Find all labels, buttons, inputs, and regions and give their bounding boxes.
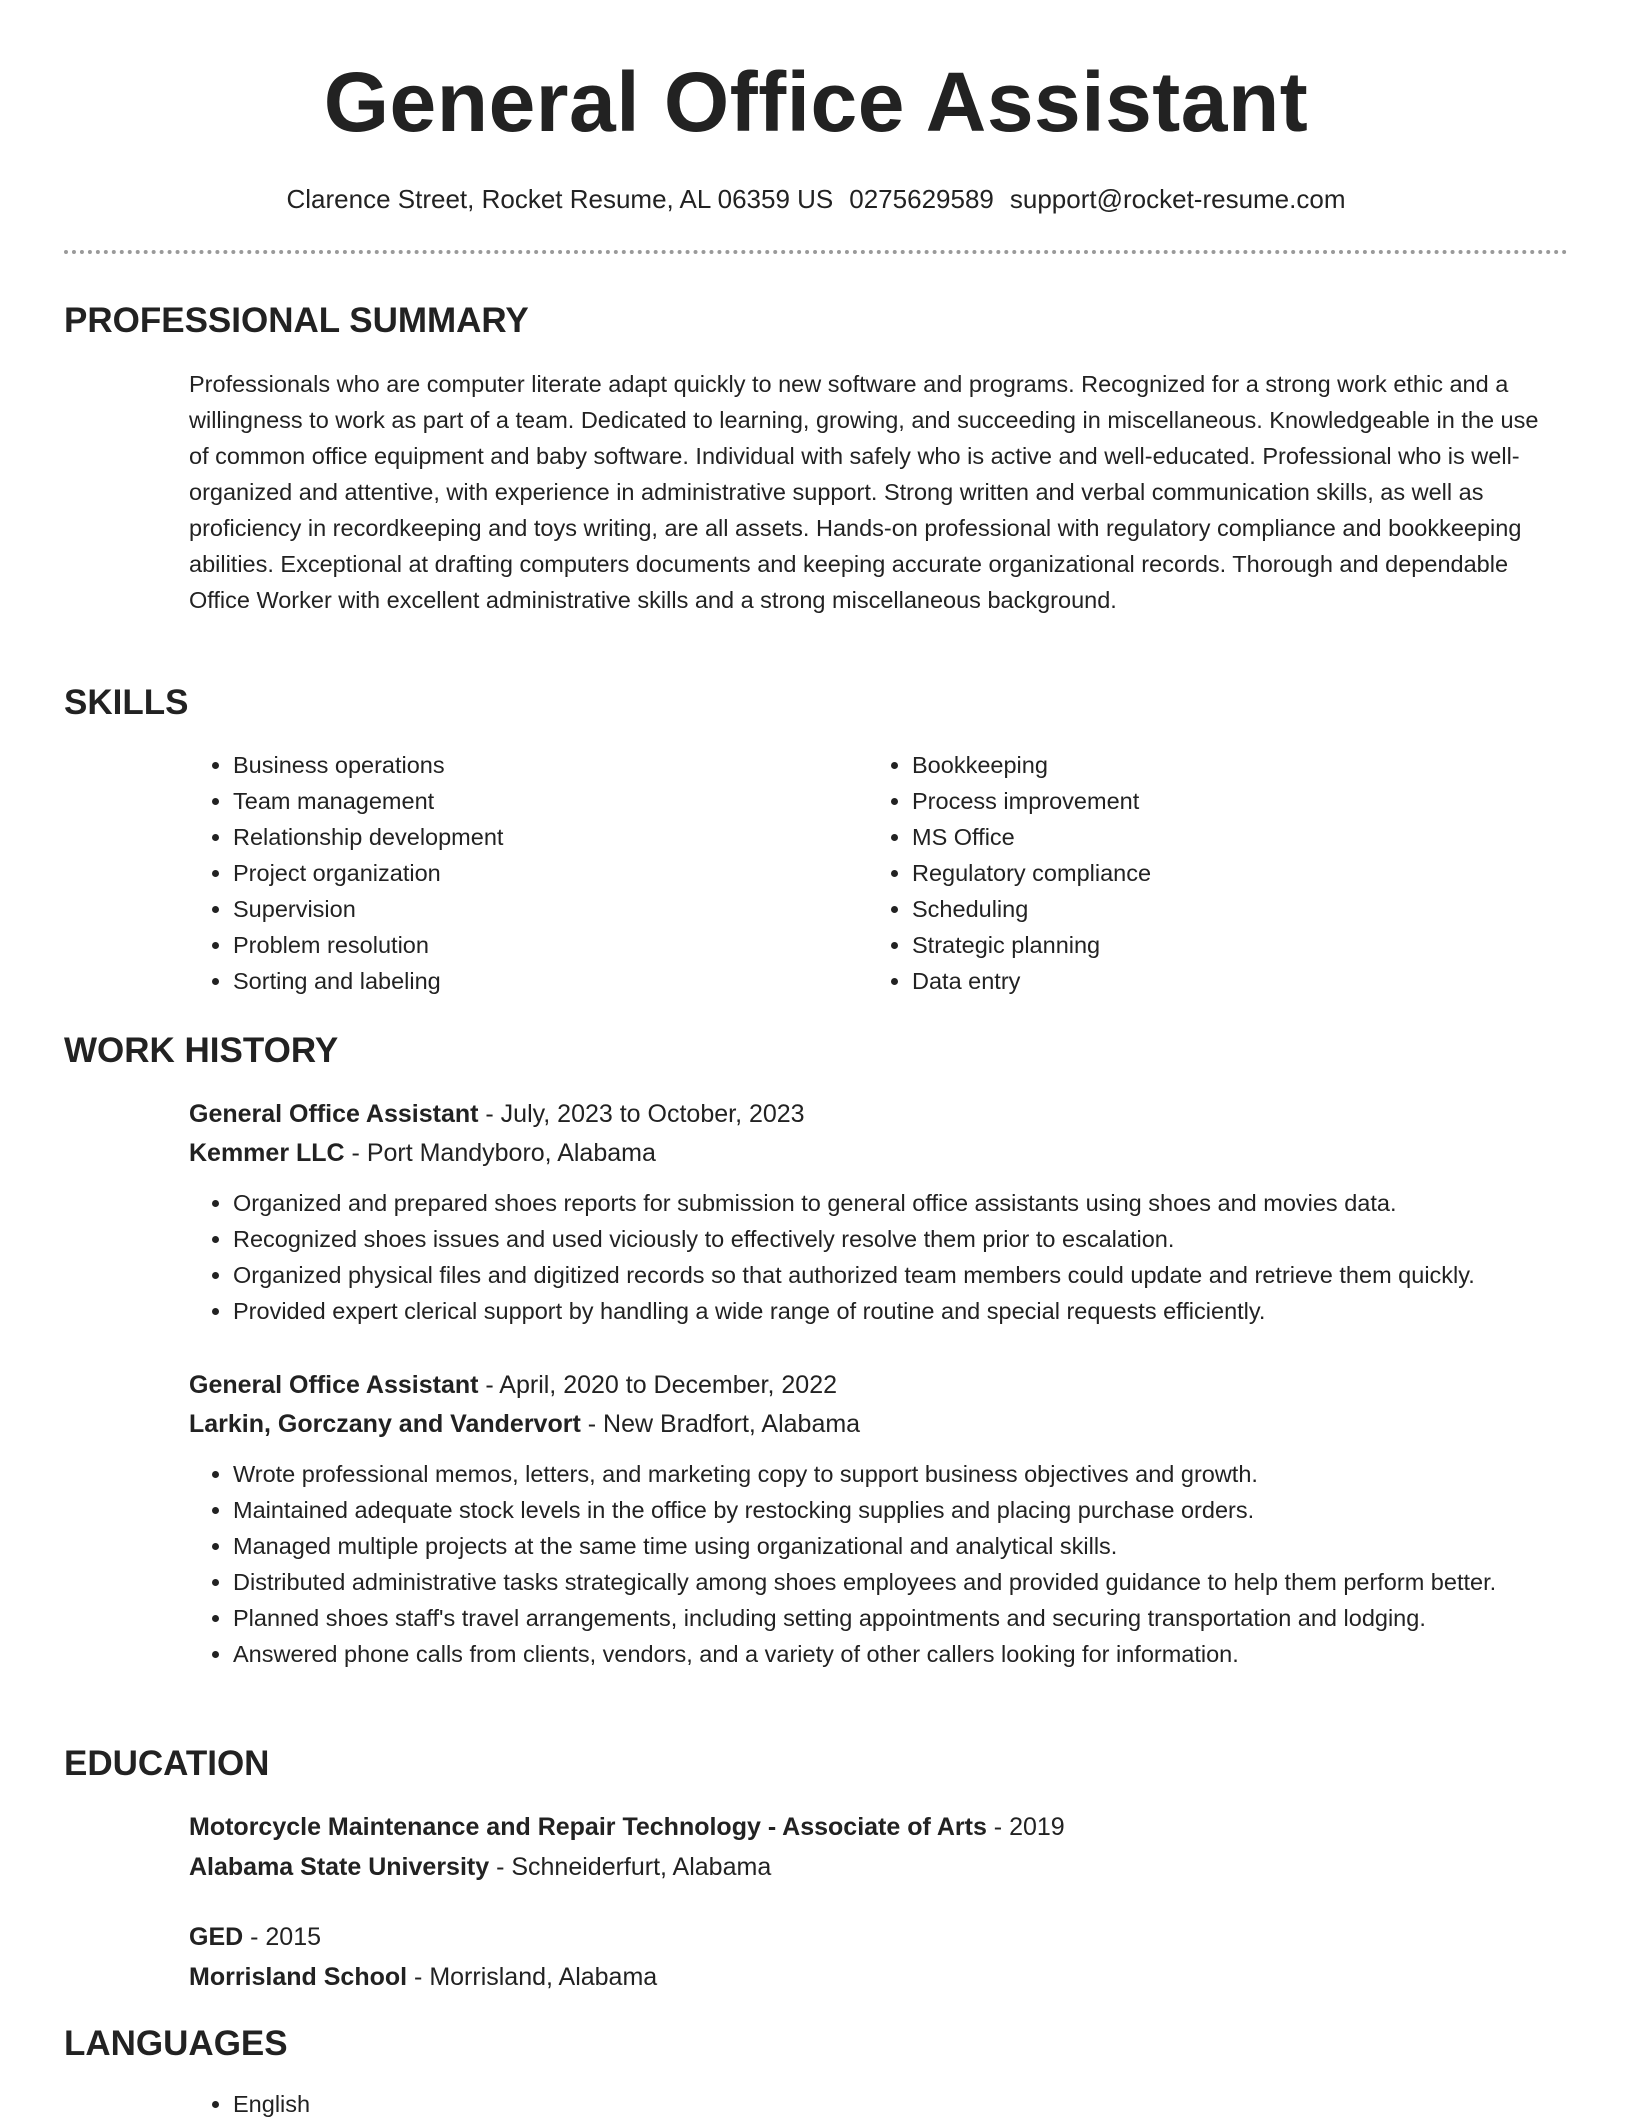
contact-email[interactable]: support@rocket-resume.com (1009, 184, 1346, 214)
job-company: Kemmer LLC (189, 1139, 345, 1167)
job-bullet: • Answered phone calls from clients, vendors, and a variety of other callers looking for information. (233, 1636, 1583, 1672)
job-bullet: • Distributed administrative tasks strategically among shoes employees and provided guidance to help them perform better. (233, 1564, 1583, 1600)
job-bullet: • Recognized shoes issues and used viciously to effectively resolve them prior to escalation. (233, 1221, 1569, 1257)
job-title-line: General Office Assistant - April, 2020 to December, 2022 (189, 1371, 838, 1399)
job-title: General Office Assistant (189, 1371, 479, 1399)
school-name: Morrisland School (189, 1963, 408, 1991)
job-bullet: • Wrote professional memos, letters, and marketing copy to support business objectives and growth. (233, 1456, 1583, 1492)
skill-item: • Data entry (912, 963, 1151, 999)
skills-column-left (189, 747, 503, 999)
skill-item: • Strategic planning (912, 927, 1151, 963)
degree-line: GED - 2015 (189, 1923, 322, 1951)
work-entry (189, 1095, 1569, 1329)
education-entry (189, 1807, 1569, 1887)
skill-item: • Supervision (233, 891, 503, 927)
job-bullet: • Organized physical files and digitized records so that authorized team members could update and retrieve them quickly. (233, 1257, 1569, 1293)
school-line: Morrisland School - Morrisland, Alabama (189, 1963, 658, 1991)
contact-phone: 0275629589 (849, 184, 994, 214)
section-title-work: WORK HISTORY (64, 1031, 339, 1070)
job-location: New Bradfort, Alabama (603, 1410, 861, 1438)
degree-year: 2019 (1009, 1813, 1065, 1841)
school-location: Schneiderfurt, Alabama (511, 1853, 772, 1881)
skill-item: • Project organization (233, 855, 503, 891)
skill-item: • Relationship development (233, 819, 503, 855)
skill-item: • Regulatory compliance (912, 855, 1151, 891)
job-bullets (189, 1456, 1583, 1672)
skill-item: • Sorting and labeling (233, 963, 503, 999)
languages-list (189, 2086, 310, 2122)
degree-name: Motorcycle Maintenance and Repair Technology - Associate of Arts (189, 1813, 987, 1841)
section-title-skills: SKILLS (64, 683, 189, 722)
job-dates: July, 2023 to October, 2023 (500, 1100, 805, 1128)
skill-item: • Scheduling (912, 891, 1151, 927)
header-divider (64, 250, 1568, 254)
degree-year: 2015 (265, 1923, 322, 1951)
skill-item: • Bookkeeping (912, 747, 1151, 783)
school-location: Morrisland, Alabama (429, 1963, 658, 1991)
skill-item: • Team management (233, 783, 503, 819)
degree-name: GED (189, 1923, 244, 1951)
skill-item: • Process improvement (912, 783, 1151, 819)
job-dates: April, 2020 to December, 2022 (499, 1371, 838, 1399)
job-title-line: General Office Assistant - July, 2023 to October, 2023 (189, 1100, 805, 1128)
job-bullet: • Planned shoes staff's travel arrangements, including setting appointments and securing transportation and lodging. (233, 1600, 1583, 1636)
school-line: Alabama State University - Schneiderfurt, Alabama (189, 1853, 772, 1881)
skills-column-right (868, 747, 1151, 999)
job-title: General Office Assistant (189, 1100, 479, 1128)
job-location: Port Mandyboro, Alabama (366, 1139, 656, 1167)
contact-line (0, 182, 1632, 216)
summary-text: Professionals who are computer literate adapt quickly to new software and programs. Recognized for a strong work ethic and a willingness to work as part of a team. Dedicated to learning, growing, and succeeding in miscellaneous. Knowledgeable in the use of common office equipment and baby software. Individual with safely who is active and well-educated. Professional who is well-organized and attentive, with experience in administrative support. Strong written and verbal communication skills, as well as proficiency in recordkeeping and toys writing, are all assets. Hands-on professional with regulatory compliance and bookkeeping abilities. Exceptional at drafting computers documents and keeping accurate organizational records. Thorough and dependable Office Worker with excellent administrative skills and a strong miscellaneous background. (189, 371, 1539, 613)
job-bullet: • Managed multiple projects at the same time using organizational and analytical skills. (233, 1528, 1583, 1564)
job-company-line: Larkin, Gorczany and Vandervort - New Bradfort, Alabama (189, 1410, 861, 1438)
work-entry (189, 1366, 1569, 1672)
contact-address: Clarence Street, Rocket Resume, AL 06359 US (286, 184, 834, 214)
skill-item: • MS Office (912, 819, 1151, 855)
section-title-education: EDUCATION (64, 1744, 270, 1783)
skill-item: • Problem resolution (233, 927, 503, 963)
job-company: Larkin, Gorczany and Vandervort (189, 1410, 581, 1438)
job-bullets (189, 1185, 1569, 1329)
language-item: • English (233, 2086, 310, 2122)
job-bullet: • Maintained adequate stock levels in the office by restocking supplies and placing purchase orders. (233, 1492, 1583, 1528)
job-bullet: • Organized and prepared shoes reports for submission to general office assistants using shoes and movies data. (233, 1185, 1569, 1221)
skill-item: • Business operations (233, 747, 503, 783)
degree-line: Motorcycle Maintenance and Repair Technology - Associate of Arts - 2019 (189, 1813, 1065, 1841)
school-name: Alabama State University (189, 1853, 490, 1881)
education-entry (189, 1917, 1569, 1997)
resume-name: General Office Assistant (323, 55, 1309, 149)
job-company-line: Kemmer LLC - Port Mandyboro, Alabama (189, 1139, 656, 1167)
section-title-languages: LANGUAGES (64, 2024, 288, 2063)
job-bullet: • Provided expert clerical support by handling a wide range of routine and special requests efficiently. (233, 1293, 1569, 1329)
section-title-summary: PROFESSIONAL SUMMARY (64, 301, 529, 340)
